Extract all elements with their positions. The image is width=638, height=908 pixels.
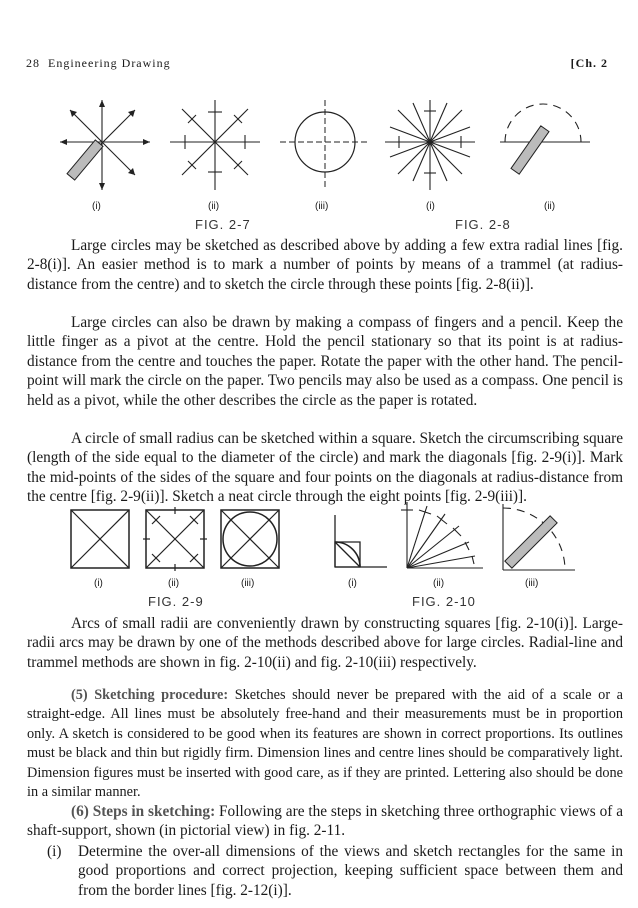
paragraph-sketching-procedure — [27, 686, 623, 802]
fig-2-10-i-label: (i) — [348, 578, 357, 589]
fig-2-10-ii-drawing — [395, 498, 485, 574]
fig-2-7-ii-label: (ii) — [208, 201, 220, 212]
book-title: Engineering Drawing — [48, 56, 171, 70]
fig-2-8-i-label: (i) — [426, 201, 435, 212]
list-item-text: Determine the over-all dimensions of the views and sketch rectangles for the same in good proportions and correct projection, keeping sufficient space between them and from the border lines [fig. 2-12(i)]. — [78, 843, 623, 899]
paragraph-large-circles: Large circles may be sketched as described above by adding a few extra radial lines [fig. 2-8(i)]. An easier method is to mark a number of points by means of a trammel (at radius-distance from the centre) and to sketch the circle through these points [fig. 2-8(ii)]. — [27, 237, 623, 293]
sketching-procedure-heading: (5) Sketching procedure: — [71, 687, 229, 703]
page-number: 28 — [26, 56, 40, 70]
paragraph-square-method: A circle of small radius can be sketched within a square. Sketch the circumscribing square (length of the side equal to the diameter of the circle) and mark the diagonals [fig. 2-9(i)]. Mark the mid-points of the sides of the square and four points on the diagonals at radius-distance from the centre [fig. 2-9(ii)]. Sketch a neat circle through the eight points [fig. 2-9(iii)]. — [27, 430, 623, 506]
page-number-and-book-title — [26, 56, 171, 71]
steps-in-sketching-text: Following are the steps in sketching three orthographic views of a shaft-support, shown (in pictorial view) in fig. 2-11. — [27, 803, 623, 840]
fig-2-10-iii-label: (iii) — [525, 578, 539, 589]
fig-2-7-ii-drawing — [165, 95, 265, 195]
fig-2-10-caption: FIG. 2-10 — [412, 594, 476, 609]
fig-2-9-caption: FIG. 2-9 — [148, 594, 204, 609]
sketching-procedure-text: Sketches should never be prepared with the aid of a scale or a straight-edge. All lines must be absolutely free-hand and their measurements must be in proportion only. A sketch is considered to be good when its features are shown in correct proportions. Its outlines must be black and thin but rigidly firm. Dimension lines and centre lines should be comparatively light. Dimension figures must be inserted with good care, as if they are printed. Lettering also should be done in a similar manner. — [27, 687, 623, 801]
fig-2-8-i-drawing — [380, 95, 480, 195]
fig-2-7-i-drawing — [55, 95, 155, 195]
fig-2-7-i-label: (i) — [92, 201, 101, 212]
fig-2-8-caption: FIG. 2-8 — [455, 217, 511, 232]
fig-2-10-i-drawing — [325, 507, 389, 571]
fig-2-8-ii-label: (ii) — [544, 201, 556, 212]
fig-2-9-ii-drawing — [143, 507, 207, 571]
paragraph-compass-method: Large circles can also be drawn by making a compass of fingers and a pencil. Keep the little finger as a pivot at the centre. Hold the pencil stationary so that its point is at radius-distance from the centre and touches the paper. Rotate the paper with the other hand. The pencil-point will mark the circle on the paper. Two pencils may also be used as a compass. One pencil is held as a pivot, while the other describes the circle as the paper is rotated. — [27, 314, 623, 409]
fig-2-9-ii-label: (ii) — [168, 578, 180, 589]
fig-2-9-iii-label: (iii) — [241, 578, 255, 589]
fig-2-10-ii-label: (ii) — [433, 578, 445, 589]
fig-2-10-iii-drawing — [497, 500, 577, 574]
list-item-number: (i) — [47, 843, 62, 860]
fig-2-8-ii-drawing — [500, 95, 600, 195]
steps-in-sketching-heading: (6) Steps in sketching: — [71, 803, 216, 820]
fig-2-7-iii-drawing — [275, 95, 375, 195]
fig-2-7-iii-label: (iii) — [315, 201, 329, 212]
fig-2-9-i-label: (i) — [94, 578, 103, 589]
paragraph-arcs: Arcs of small radii are conveniently drawn by constructing squares [fig. 2-10(i)]. Large-radii arcs may be drawn by one of the methods described above for large circles. Radial-line and trammel methods are shown in fig. 2-10(ii) and fig. 2-10(iii) respectively. — [27, 615, 623, 671]
fig-2-7-caption: FIG. 2-7 — [195, 217, 251, 232]
fig-2-9-iii-drawing — [218, 507, 282, 571]
fig-2-9-i-drawing — [68, 507, 132, 571]
chapter-label: [Ch. 2 — [570, 56, 608, 70]
paragraph-steps-in-sketching — [27, 802, 623, 841]
